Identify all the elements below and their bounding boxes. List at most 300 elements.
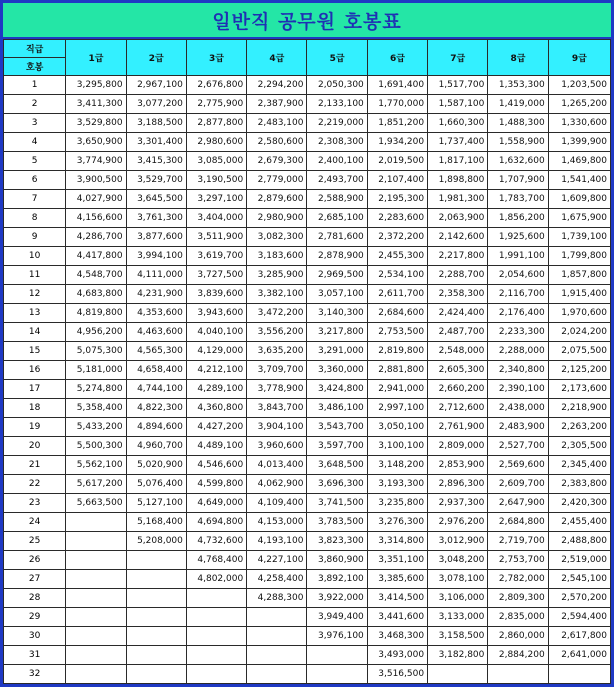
salary-cell — [66, 532, 126, 551]
grade-header-2: 2급 — [126, 40, 186, 76]
salary-cell: 2,980,900 — [247, 209, 307, 228]
salary-cell: 5,617,200 — [66, 475, 126, 494]
salary-cell: 2,881,800 — [367, 361, 427, 380]
salary-cell: 1,707,900 — [488, 171, 548, 190]
salary-cell: 3,543,700 — [307, 418, 367, 437]
salary-cell: 3,960,600 — [247, 437, 307, 456]
salary-cell: 1,851,200 — [367, 114, 427, 133]
salary-cell: 1,817,100 — [428, 152, 488, 171]
salary-cell: 2,519,000 — [548, 551, 610, 570]
salary-cell: 2,233,300 — [488, 323, 548, 342]
salary-cell: 2,819,800 — [367, 342, 427, 361]
table-row — [4, 171, 611, 190]
salary-cell: 1,934,200 — [367, 133, 427, 152]
salary-cell: 4,288,300 — [247, 589, 307, 608]
salary-cell: 2,372,200 — [367, 228, 427, 247]
salary-cell: 3,709,700 — [247, 361, 307, 380]
table-body — [4, 76, 611, 684]
salary-cell: 5,168,400 — [126, 513, 186, 532]
salary-cell — [66, 608, 126, 627]
salary-cell: 4,548,700 — [66, 266, 126, 285]
salary-cell: 2,050,300 — [307, 76, 367, 95]
salary-cell: 4,193,100 — [247, 532, 307, 551]
salary-cell — [126, 589, 186, 608]
salary-cell: 5,076,400 — [126, 475, 186, 494]
salary-cell: 3,382,100 — [247, 285, 307, 304]
step-label: 22 — [4, 475, 66, 494]
salary-cell: 2,980,600 — [186, 133, 246, 152]
table-row — [4, 76, 611, 95]
salary-cell — [428, 665, 488, 684]
step-label: 16 — [4, 361, 66, 380]
salary-cell: 3,696,300 — [307, 475, 367, 494]
salary-cell: 4,111,000 — [126, 266, 186, 285]
salary-cell: 3,493,000 — [367, 646, 427, 665]
salary-cell — [66, 589, 126, 608]
salary-cell: 3,148,200 — [367, 456, 427, 475]
step-label: 20 — [4, 437, 66, 456]
salary-cell: 2,488,800 — [548, 532, 610, 551]
salary-cell: 2,684,800 — [488, 513, 548, 532]
salary-cell: 2,173,600 — [548, 380, 610, 399]
salary-cell — [247, 608, 307, 627]
salary-cell: 3,529,700 — [126, 171, 186, 190]
table-row — [4, 380, 611, 399]
salary-cell: 2,679,300 — [247, 152, 307, 171]
salary-cell — [66, 513, 126, 532]
salary-cell: 3,727,500 — [186, 266, 246, 285]
salary-cell: 2,487,700 — [428, 323, 488, 342]
salary-cell: 2,609,700 — [488, 475, 548, 494]
grade-header-3: 3급 — [186, 40, 246, 76]
salary-cell: 2,483,100 — [247, 114, 307, 133]
salary-cell: 2,647,900 — [488, 494, 548, 513]
salary-cell: 2,941,000 — [367, 380, 427, 399]
step-label: 9 — [4, 228, 66, 247]
salary-cell: 4,109,400 — [247, 494, 307, 513]
salary-cell: 2,781,600 — [307, 228, 367, 247]
salary-cell: 2,019,500 — [367, 152, 427, 171]
table-row — [4, 190, 611, 209]
salary-cell: 2,024,200 — [548, 323, 610, 342]
salary-cell: 3,012,900 — [428, 532, 488, 551]
salary-cell: 3,761,300 — [126, 209, 186, 228]
salary-cell: 2,527,700 — [488, 437, 548, 456]
salary-cell — [66, 570, 126, 589]
salary-cell: 3,650,900 — [66, 133, 126, 152]
salary-cell — [307, 646, 367, 665]
salary-cell: 5,208,000 — [126, 532, 186, 551]
salary-cell: 4,427,200 — [186, 418, 246, 437]
salary-cell: 3,360,000 — [307, 361, 367, 380]
table-row — [4, 152, 611, 171]
salary-cell: 2,340,800 — [488, 361, 548, 380]
salary-cell: 1,660,300 — [428, 114, 488, 133]
step-label: 26 — [4, 551, 66, 570]
salary-cell: 1,739,100 — [548, 228, 610, 247]
salary-cell: 2,879,600 — [247, 190, 307, 209]
salary-cell: 1,469,800 — [548, 152, 610, 171]
salary-cell: 4,417,800 — [66, 247, 126, 266]
grade-header-5: 5급 — [307, 40, 367, 76]
salary-cell — [66, 627, 126, 646]
salary-cell: 3,556,200 — [247, 323, 307, 342]
salary-cell — [126, 570, 186, 589]
salary-cell: 3,511,900 — [186, 228, 246, 247]
salary-cell: 5,274,800 — [66, 380, 126, 399]
salary-cell: 3,619,700 — [186, 247, 246, 266]
corner-grade-label: 직급 — [4, 40, 66, 58]
salary-cell: 4,744,100 — [126, 380, 186, 399]
table-row — [4, 589, 611, 608]
table-row — [4, 228, 611, 247]
salary-cell: 4,599,800 — [186, 475, 246, 494]
salary-cell — [186, 646, 246, 665]
table-row — [4, 627, 611, 646]
salary-cell: 2,641,000 — [548, 646, 610, 665]
step-label: 21 — [4, 456, 66, 475]
salary-cell — [126, 646, 186, 665]
grade-header-8: 8급 — [488, 40, 548, 76]
salary-cell: 3,741,500 — [307, 494, 367, 513]
salary-cell: 2,937,300 — [428, 494, 488, 513]
salary-cell: 2,997,100 — [367, 399, 427, 418]
salary-cell: 4,649,000 — [186, 494, 246, 513]
salary-cell: 2,308,300 — [307, 133, 367, 152]
salary-cell: 3,106,000 — [428, 589, 488, 608]
page-title: 일반직 공무원 호봉표 — [3, 3, 611, 39]
salary-cell: 3,904,100 — [247, 418, 307, 437]
salary-cell: 3,441,600 — [367, 608, 427, 627]
salary-cell: 2,420,300 — [548, 494, 610, 513]
table-row — [4, 456, 611, 475]
salary-cell: 3,404,000 — [186, 209, 246, 228]
salary-cell: 5,562,100 — [66, 456, 126, 475]
salary-cell: 1,991,100 — [488, 247, 548, 266]
salary-cell: 2,580,600 — [247, 133, 307, 152]
salary-cell: 4,546,600 — [186, 456, 246, 475]
table-row — [4, 247, 611, 266]
step-label: 27 — [4, 570, 66, 589]
step-label: 2 — [4, 95, 66, 114]
table-row — [4, 114, 611, 133]
salary-cell — [247, 646, 307, 665]
salary-cell: 3,078,100 — [428, 570, 488, 589]
salary-cell: 2,588,900 — [307, 190, 367, 209]
salary-cell: 4,212,100 — [186, 361, 246, 380]
salary-cell: 1,691,400 — [367, 76, 427, 95]
salary-cell: 3,235,800 — [367, 494, 427, 513]
step-label: 13 — [4, 304, 66, 323]
table-header — [4, 40, 611, 76]
salary-cell: 3,414,500 — [367, 589, 427, 608]
salary-cell: 2,719,700 — [488, 532, 548, 551]
salary-cell: 2,483,900 — [488, 418, 548, 437]
table-row — [4, 513, 611, 532]
salary-cell: 2,570,200 — [548, 589, 610, 608]
table-row — [4, 494, 611, 513]
grade-header-4: 4급 — [247, 40, 307, 76]
step-label: 1 — [4, 76, 66, 95]
table-row — [4, 551, 611, 570]
salary-cell: 3,486,100 — [307, 399, 367, 418]
header-row-top — [4, 40, 611, 58]
salary-cell: 1,898,800 — [428, 171, 488, 190]
step-label: 7 — [4, 190, 66, 209]
salary-cell: 1,915,400 — [548, 285, 610, 304]
salary-cell: 3,385,600 — [367, 570, 427, 589]
step-label: 32 — [4, 665, 66, 684]
salary-cell: 2,493,700 — [307, 171, 367, 190]
salary-cell: 4,013,400 — [247, 456, 307, 475]
table-row — [4, 95, 611, 114]
salary-cell: 2,685,100 — [307, 209, 367, 228]
salary-cell: 2,967,100 — [126, 76, 186, 95]
step-label: 30 — [4, 627, 66, 646]
salary-cell: 2,107,400 — [367, 171, 427, 190]
salary-cell — [247, 627, 307, 646]
salary-cell: 3,468,300 — [367, 627, 427, 646]
salary-cell: 2,853,900 — [428, 456, 488, 475]
grade-header-6: 6급 — [367, 40, 427, 76]
salary-cell: 3,839,600 — [186, 285, 246, 304]
salary-cell: 3,158,500 — [428, 627, 488, 646]
salary-cell — [126, 608, 186, 627]
salary-cell: 2,054,600 — [488, 266, 548, 285]
table-row — [4, 418, 611, 437]
salary-cell — [126, 627, 186, 646]
table-row — [4, 285, 611, 304]
salary-cell: 2,779,000 — [247, 171, 307, 190]
salary-cell: 3,949,400 — [307, 608, 367, 627]
salary-cell: 4,732,600 — [186, 532, 246, 551]
step-label: 12 — [4, 285, 66, 304]
salary-cell: 4,286,700 — [66, 228, 126, 247]
salary-cell: 3,100,100 — [367, 437, 427, 456]
salary-cell: 4,156,600 — [66, 209, 126, 228]
salary-cell: 2,455,300 — [367, 247, 427, 266]
salary-cell — [66, 646, 126, 665]
salary-cell: 3,183,600 — [247, 247, 307, 266]
salary-cell: 5,020,900 — [126, 456, 186, 475]
salary-cell: 2,383,800 — [548, 475, 610, 494]
salary-cell: 2,358,300 — [428, 285, 488, 304]
salary-cell: 3,778,900 — [247, 380, 307, 399]
step-label: 5 — [4, 152, 66, 171]
table-row — [4, 209, 611, 228]
salary-cell: 1,488,300 — [488, 114, 548, 133]
salary-cell: 1,737,400 — [428, 133, 488, 152]
salary-cell: 1,925,600 — [488, 228, 548, 247]
salary-cell: 4,129,000 — [186, 342, 246, 361]
salary-cell: 3,472,200 — [247, 304, 307, 323]
step-label: 4 — [4, 133, 66, 152]
salary-cell: 3,645,500 — [126, 190, 186, 209]
salary-cell: 1,856,200 — [488, 209, 548, 228]
grade-header-1: 1급 — [66, 40, 126, 76]
salary-cell: 2,424,400 — [428, 304, 488, 323]
salary-cell: 3,648,500 — [307, 456, 367, 475]
salary-cell — [66, 665, 126, 684]
salary-cell: 2,594,400 — [548, 608, 610, 627]
step-label: 10 — [4, 247, 66, 266]
salary-cell: 4,489,100 — [186, 437, 246, 456]
salary-cell: 1,783,700 — [488, 190, 548, 209]
salary-cell: 2,217,800 — [428, 247, 488, 266]
salary-cell: 4,768,400 — [186, 551, 246, 570]
salary-cell — [66, 551, 126, 570]
salary-cell: 2,075,500 — [548, 342, 610, 361]
salary-cell: 2,835,000 — [488, 608, 548, 627]
salary-cell: 4,463,600 — [126, 323, 186, 342]
salary-cell: 2,860,000 — [488, 627, 548, 646]
corner-step-label: 호봉 — [4, 58, 66, 76]
step-label: 14 — [4, 323, 66, 342]
salary-cell: 3,050,100 — [367, 418, 427, 437]
salary-cell: 4,819,800 — [66, 304, 126, 323]
table-row — [4, 342, 611, 361]
salary-cell: 3,922,000 — [307, 589, 367, 608]
salary-cell: 3,516,500 — [367, 665, 427, 684]
grade-header-9: 9급 — [548, 40, 610, 76]
salary-cell: 4,683,800 — [66, 285, 126, 304]
salary-cell: 3,529,800 — [66, 114, 126, 133]
salary-cell: 5,181,000 — [66, 361, 126, 380]
salary-cell: 2,712,600 — [428, 399, 488, 418]
salary-cell: 2,263,200 — [548, 418, 610, 437]
salary-cell — [126, 551, 186, 570]
salary-cell — [126, 665, 186, 684]
salary-cell: 1,970,600 — [548, 304, 610, 323]
salary-cell: 2,176,400 — [488, 304, 548, 323]
salary-cell: 1,353,300 — [488, 76, 548, 95]
salary-cell: 3,057,100 — [307, 285, 367, 304]
salary-cell: 3,190,500 — [186, 171, 246, 190]
salary-cell: 4,565,300 — [126, 342, 186, 361]
salary-cell: 3,976,100 — [307, 627, 367, 646]
salary-cell: 3,843,700 — [247, 399, 307, 418]
salary-cell — [247, 665, 307, 684]
salary-cell — [186, 608, 246, 627]
salary-cell: 2,884,200 — [488, 646, 548, 665]
salary-cell: 2,288,000 — [488, 342, 548, 361]
salary-cell: 3,140,300 — [307, 304, 367, 323]
salary-cell: 2,455,400 — [548, 513, 610, 532]
salary-cell: 2,345,400 — [548, 456, 610, 475]
table-row — [4, 133, 611, 152]
step-label: 28 — [4, 589, 66, 608]
salary-cell: 1,399,900 — [548, 133, 610, 152]
salary-cell: 3,774,900 — [66, 152, 126, 171]
salary-cell: 3,291,000 — [307, 342, 367, 361]
step-label: 3 — [4, 114, 66, 133]
salary-cell: 1,857,800 — [548, 266, 610, 285]
salary-cell: 3,217,800 — [307, 323, 367, 342]
salary-cell: 3,823,300 — [307, 532, 367, 551]
salary-cell: 3,892,100 — [307, 570, 367, 589]
table-row — [4, 361, 611, 380]
salary-cell: 3,082,300 — [247, 228, 307, 247]
salary-cell: 5,127,100 — [126, 494, 186, 513]
salary-cell: 3,877,600 — [126, 228, 186, 247]
salary-cell: 2,877,800 — [186, 114, 246, 133]
salary-cell: 3,943,600 — [186, 304, 246, 323]
table-row — [4, 475, 611, 494]
salary-cell: 4,153,000 — [247, 513, 307, 532]
salary-cell: 2,305,500 — [548, 437, 610, 456]
salary-cell: 2,142,600 — [428, 228, 488, 247]
salary-cell: 3,133,000 — [428, 608, 488, 627]
salary-cell: 3,314,800 — [367, 532, 427, 551]
salary-cell: 4,960,700 — [126, 437, 186, 456]
salary-cell: 2,761,900 — [428, 418, 488, 437]
table-row — [4, 665, 611, 684]
salary-cell: 1,799,800 — [548, 247, 610, 266]
salary-cell: 4,227,100 — [247, 551, 307, 570]
salary-cell: 1,632,600 — [488, 152, 548, 171]
salary-cell: 2,660,200 — [428, 380, 488, 399]
salary-cell: 5,500,300 — [66, 437, 126, 456]
salary-cell: 1,770,000 — [367, 95, 427, 114]
salary-cell: 4,353,600 — [126, 304, 186, 323]
salary-cell: 2,438,000 — [488, 399, 548, 418]
salary-cell: 4,894,600 — [126, 418, 186, 437]
step-label: 25 — [4, 532, 66, 551]
step-label: 29 — [4, 608, 66, 627]
salary-cell: 4,694,800 — [186, 513, 246, 532]
salary-cell: 2,611,700 — [367, 285, 427, 304]
salary-cell: 4,802,000 — [186, 570, 246, 589]
salary-cell: 2,195,300 — [367, 190, 427, 209]
salary-cell: 2,753,700 — [488, 551, 548, 570]
salary-cell: 1,517,700 — [428, 76, 488, 95]
salary-cell: 3,301,400 — [126, 133, 186, 152]
salary-cell: 1,587,100 — [428, 95, 488, 114]
table-row — [4, 304, 611, 323]
salary-cell: 5,358,400 — [66, 399, 126, 418]
salary-cell: 2,219,000 — [307, 114, 367, 133]
salary-cell: 2,775,900 — [186, 95, 246, 114]
table-row — [4, 608, 611, 627]
salary-cell: 1,981,300 — [428, 190, 488, 209]
salary-cell: 2,387,900 — [247, 95, 307, 114]
step-label: 17 — [4, 380, 66, 399]
step-label: 18 — [4, 399, 66, 418]
salary-cell: 2,125,200 — [548, 361, 610, 380]
salary-cell: 4,956,200 — [66, 323, 126, 342]
salary-cell: 4,027,900 — [66, 190, 126, 209]
salary-cell: 2,753,500 — [367, 323, 427, 342]
salary-cell — [186, 627, 246, 646]
salary-cell: 4,289,100 — [186, 380, 246, 399]
salary-cell: 2,116,700 — [488, 285, 548, 304]
grade-header-7: 7급 — [428, 40, 488, 76]
salary-cell: 2,809,300 — [488, 589, 548, 608]
salary-cell: 3,188,500 — [126, 114, 186, 133]
salary-cell: 3,994,100 — [126, 247, 186, 266]
salary-cell: 2,684,600 — [367, 304, 427, 323]
salary-cell: 2,569,600 — [488, 456, 548, 475]
salary-cell: 2,896,300 — [428, 475, 488, 494]
salary-cell: 3,285,900 — [247, 266, 307, 285]
salary-cell: 2,969,500 — [307, 266, 367, 285]
step-label: 11 — [4, 266, 66, 285]
salary-cell: 2,400,100 — [307, 152, 367, 171]
salary-cell: 2,782,000 — [488, 570, 548, 589]
salary-cell: 2,878,900 — [307, 247, 367, 266]
salary-cell: 3,276,300 — [367, 513, 427, 532]
salary-cell: 1,675,900 — [548, 209, 610, 228]
